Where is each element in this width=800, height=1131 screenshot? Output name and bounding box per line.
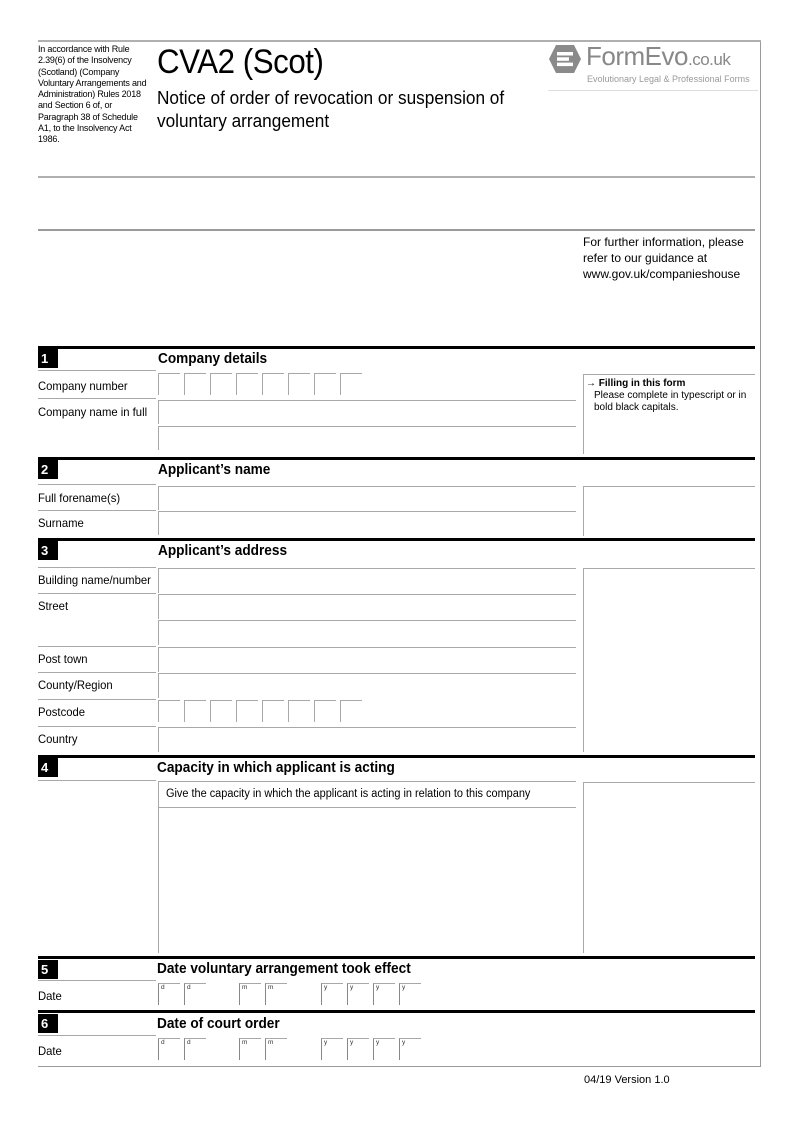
forenames-field[interactable] bbox=[158, 486, 576, 510]
formevo-logo bbox=[548, 41, 758, 90]
postcode-char[interactable] bbox=[314, 700, 336, 722]
row-rule bbox=[38, 646, 156, 647]
street-field[interactable] bbox=[158, 594, 576, 619]
capacity-field[interactable] bbox=[158, 807, 576, 953]
day-digit-box[interactable]: d bbox=[184, 1038, 206, 1060]
year-digit-box[interactable]: y bbox=[373, 983, 395, 1005]
section-6-label-rule bbox=[38, 1035, 156, 1036]
post-town-field[interactable] bbox=[158, 647, 576, 672]
date-label: Date bbox=[38, 989, 62, 1003]
month-digit-box[interactable]: m bbox=[239, 983, 261, 1005]
capacity-prompt-box bbox=[158, 781, 576, 807]
section-1-title: Company details bbox=[158, 351, 268, 367]
section-4-title: Capacity in which applicant is acting bbox=[157, 760, 395, 776]
postcode-char[interactable] bbox=[236, 700, 258, 722]
section-3-title: Applicant’s address bbox=[158, 543, 288, 559]
post-town-label: Post town bbox=[38, 652, 88, 666]
postcode-char[interactable] bbox=[262, 700, 284, 722]
section-4-label-rule bbox=[38, 780, 156, 781]
header-bottom-rule bbox=[38, 176, 755, 178]
month-digit-box[interactable]: m bbox=[239, 1038, 261, 1060]
guidance-body: Please complete in typescript or in bold black capitals. bbox=[594, 390, 747, 413]
street-field-line2[interactable] bbox=[158, 620, 576, 645]
postcode-char[interactable] bbox=[158, 700, 180, 722]
year-digit-box[interactable]: y bbox=[399, 983, 421, 1005]
company-number-char[interactable] bbox=[262, 373, 284, 395]
page-border-bottom bbox=[38, 1066, 761, 1067]
country-label: Country bbox=[38, 732, 78, 746]
company-name-field-line2[interactable] bbox=[158, 426, 576, 450]
postcode-char[interactable] bbox=[184, 700, 206, 722]
legal-reference: In accordance with Rule 2.39(6) of the Insolvency (Scotland) (Company Voluntary Arrangements and Administration) Rules 2018 and Section 6 of, or Paragraph 38 of Schedule A1, to the Insolvency Act 1986. bbox=[38, 44, 147, 145]
section-1-number: 1 bbox=[38, 349, 58, 368]
row-rule bbox=[38, 672, 156, 673]
forenames-label: Full forename(s) bbox=[38, 491, 121, 505]
row-rule bbox=[38, 699, 156, 700]
surname-label: Surname bbox=[38, 516, 84, 530]
company-number-char[interactable] bbox=[236, 373, 258, 395]
logo-domain: .co.uk bbox=[687, 50, 731, 69]
county-field[interactable] bbox=[158, 673, 576, 698]
building-label: Building name/number bbox=[38, 573, 151, 587]
section-5-title: Date voluntary arrangement took effect bbox=[157, 961, 411, 977]
year-digit-box[interactable]: y bbox=[373, 1038, 395, 1060]
form-code: CVA2 (Scot) bbox=[157, 43, 324, 81]
effect-date-input[interactable] bbox=[158, 983, 428, 1007]
section-2-side-box bbox=[583, 486, 755, 536]
company-name-label: Company name in full bbox=[38, 405, 148, 419]
section-3-number: 3 bbox=[38, 541, 58, 560]
company-number-label: Company number bbox=[38, 379, 128, 393]
company-number-boxes[interactable] bbox=[158, 373, 368, 397]
day-digit-box[interactable]: d bbox=[158, 983, 180, 1005]
company-number-char[interactable] bbox=[314, 373, 336, 395]
postcode-char[interactable] bbox=[210, 700, 232, 722]
section-1-rule bbox=[38, 346, 755, 349]
section-4-side-box bbox=[583, 782, 755, 953]
day-digit-box[interactable]: d bbox=[184, 983, 206, 1005]
section-5-rule bbox=[38, 956, 755, 959]
info-top-rule bbox=[38, 229, 755, 231]
company-number-char[interactable] bbox=[340, 373, 362, 395]
arrow-right-icon: → bbox=[586, 378, 596, 389]
day-digit-box[interactable]: d bbox=[158, 1038, 180, 1060]
section-2-title: Applicant’s name bbox=[158, 462, 271, 478]
capacity-prompt: Give the capacity in which the applicant is acting in relation to this company bbox=[166, 788, 531, 800]
section-3-side-box bbox=[583, 568, 755, 752]
year-digit-box[interactable]: y bbox=[347, 983, 369, 1005]
section-5-label-rule bbox=[38, 980, 156, 981]
company-number-char[interactable] bbox=[288, 373, 310, 395]
section-5-number: 5 bbox=[38, 960, 58, 979]
formevo-logo-icon bbox=[548, 44, 582, 74]
logo-wordmark bbox=[586, 41, 730, 72]
postcode-boxes[interactable] bbox=[158, 700, 368, 724]
company-number-char[interactable] bbox=[184, 373, 206, 395]
court-order-date-input[interactable] bbox=[158, 1038, 428, 1062]
company-number-char[interactable] bbox=[158, 373, 180, 395]
form-title: Notice of order of revocation or suspension of voluntary arrangement bbox=[157, 87, 505, 131]
section-2-rule bbox=[38, 457, 755, 460]
country-field[interactable] bbox=[158, 727, 576, 752]
month-digit-box[interactable]: m bbox=[265, 1038, 287, 1060]
section-4-number: 4 bbox=[38, 758, 58, 777]
postcode-char[interactable] bbox=[340, 700, 362, 722]
guidance-title: Filling in this form bbox=[598, 378, 686, 389]
section-6-number: 6 bbox=[38, 1014, 58, 1033]
page-border-right bbox=[760, 40, 761, 1066]
section-4-rule bbox=[38, 755, 755, 758]
postcode-char[interactable] bbox=[288, 700, 310, 722]
month-digit-box[interactable]: m bbox=[265, 983, 287, 1005]
section-2-label-rule bbox=[38, 484, 156, 485]
year-digit-box[interactable]: y bbox=[321, 1038, 343, 1060]
company-name-field[interactable] bbox=[158, 400, 576, 424]
year-digit-box[interactable]: y bbox=[347, 1038, 369, 1060]
version-footer: 04/19 Version 1.0 bbox=[584, 1074, 670, 1086]
section-3-rule bbox=[38, 538, 755, 541]
year-digit-box[interactable]: y bbox=[321, 983, 343, 1005]
row-rule bbox=[38, 398, 156, 399]
further-information: For further information, please refer to our guidance at www.gov.uk/companieshouse bbox=[583, 235, 744, 281]
section-6-title: Date of court order bbox=[157, 1016, 280, 1032]
section-6-rule bbox=[38, 1010, 755, 1013]
section-3-label-rule bbox=[38, 567, 156, 568]
date-label: Date bbox=[38, 1044, 62, 1058]
row-rule bbox=[38, 593, 156, 594]
section-2-number: 2 bbox=[38, 460, 58, 479]
row-rule bbox=[38, 510, 156, 511]
postcode-label: Postcode bbox=[38, 705, 86, 719]
logo-underline bbox=[548, 90, 758, 91]
surname-field[interactable] bbox=[158, 511, 576, 535]
logo-tagline: Evolutionary Legal & Professional Forms bbox=[587, 74, 750, 84]
logo-name: FormEvo bbox=[586, 41, 688, 71]
street-label: Street bbox=[38, 599, 69, 613]
county-label: County/Region bbox=[38, 678, 113, 692]
building-field[interactable] bbox=[158, 568, 576, 593]
section-1-label-rule bbox=[38, 370, 156, 371]
guidance-heading bbox=[586, 378, 685, 390]
year-digit-box[interactable]: y bbox=[399, 1038, 421, 1060]
guidance-box bbox=[583, 374, 755, 454]
company-number-char[interactable] bbox=[210, 373, 232, 395]
row-rule bbox=[38, 726, 156, 727]
